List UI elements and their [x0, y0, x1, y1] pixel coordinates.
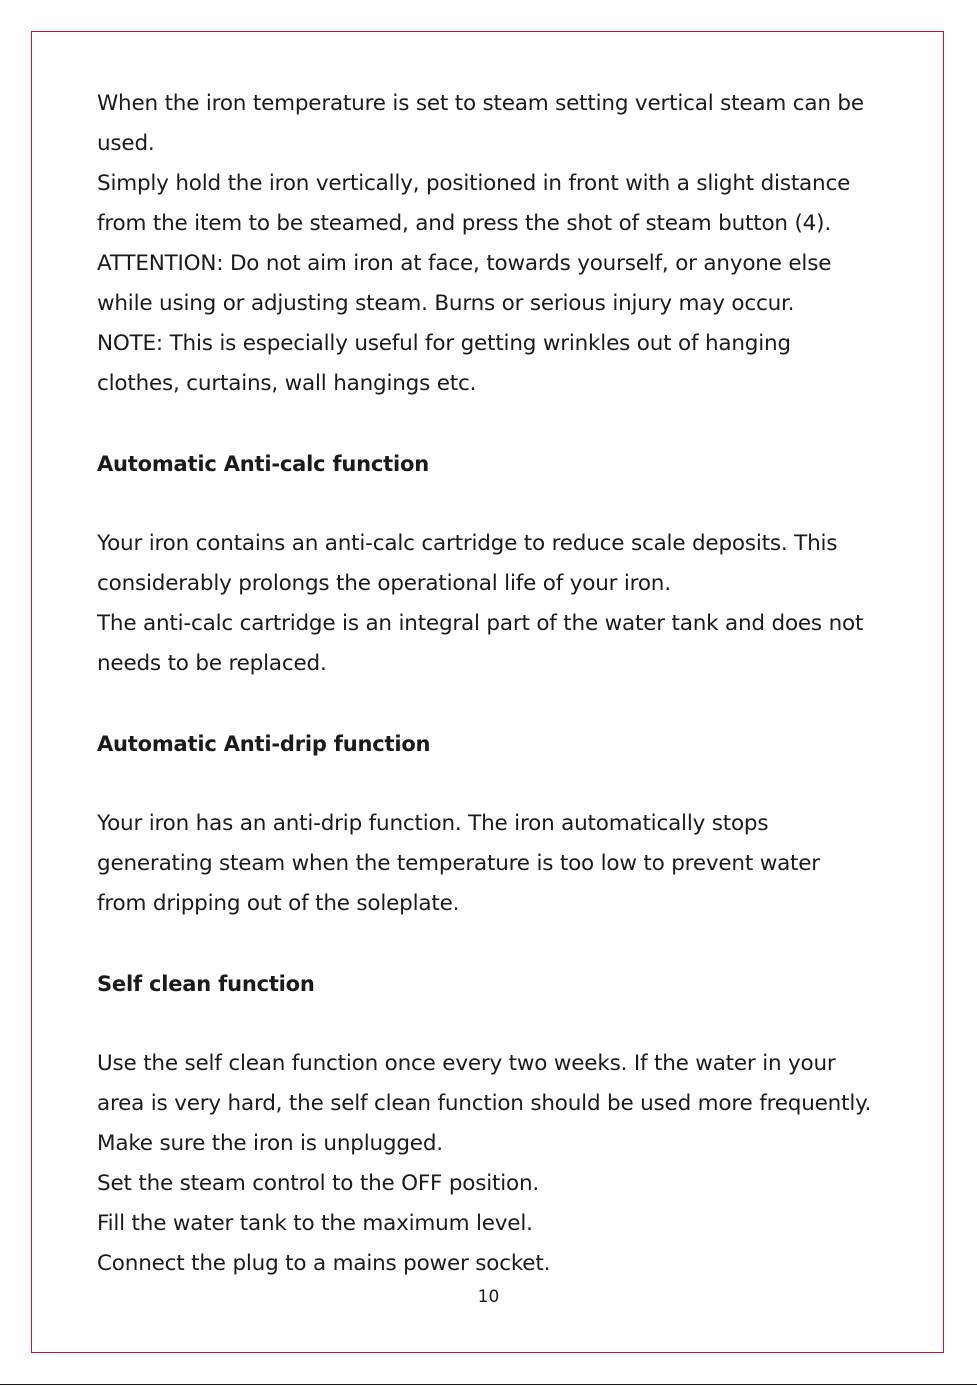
text-line: When the iron temperature is set to steam setting vertical steam can be [97, 91, 864, 116]
heading-selfclean: Self clean function [97, 972, 315, 996]
text-line: ATTENTION: Do not aim iron at face, towards yourself, or anyone else [97, 251, 832, 276]
text-line: Use the self clean function once every two weeks. If the water in your [97, 1051, 836, 1076]
paragraph-spacer [97, 684, 897, 724]
page-number: 10 [477, 1287, 500, 1307]
text-line: while using or adjusting steam. Burns or serious injury may occur. [97, 291, 795, 316]
text-line: Your iron contains an anti-calc cartridge to reduce scale deposits. This [97, 531, 838, 556]
text-line: considerably prolongs the operational life of your iron. [97, 571, 671, 596]
paragraph-selfclean [97, 1044, 897, 1284]
heading-antidrip: Automatic Anti-drip function [97, 732, 431, 756]
text-line: Make sure the iron is unplugged. [97, 1131, 443, 1156]
paragraph-antidrip [97, 804, 897, 924]
text-line: used. [97, 131, 155, 156]
text-line: needs to be replaced. [97, 651, 327, 676]
heading-anticalc: Automatic Anti-calc function [97, 452, 429, 476]
text-line: Set the steam control to the OFF position. [97, 1171, 540, 1196]
text-line: from the item to be steamed, and press the shot of steam button (4). [97, 211, 831, 236]
text-line: Simply hold the iron vertically, positioned in front with a slight distance [97, 171, 851, 196]
paragraph-anticalc [97, 524, 897, 684]
text-line: generating steam when the temperature is too low to prevent water [97, 851, 820, 876]
text-line: The anti-calc cartridge is an integral part of the water tank and does not [97, 611, 864, 636]
paragraph-spacer [97, 764, 897, 804]
text-line: NOTE: This is especially useful for getting wrinkles out of hanging [97, 331, 791, 356]
text-line: Your iron has an anti-drip function. The iron automatically stops [97, 811, 769, 836]
paragraph-spacer [97, 484, 897, 524]
page-content [97, 84, 897, 1284]
text-line: from dripping out of the soleplate. [97, 891, 460, 916]
page-bottom-divider [0, 1384, 977, 1385]
text-line: clothes, curtains, wall hangings etc. [97, 371, 477, 396]
paragraph-spacer [97, 924, 897, 964]
text-line: Connect the plug to a mains power socket. [97, 1251, 551, 1276]
paragraph-vertical-steam [97, 84, 897, 404]
paragraph-spacer [97, 1004, 897, 1044]
text-line: area is very hard, the self clean function should be used more frequently. [97, 1091, 872, 1116]
text-line: Fill the water tank to the maximum level. [97, 1211, 533, 1236]
paragraph-spacer [97, 404, 897, 444]
